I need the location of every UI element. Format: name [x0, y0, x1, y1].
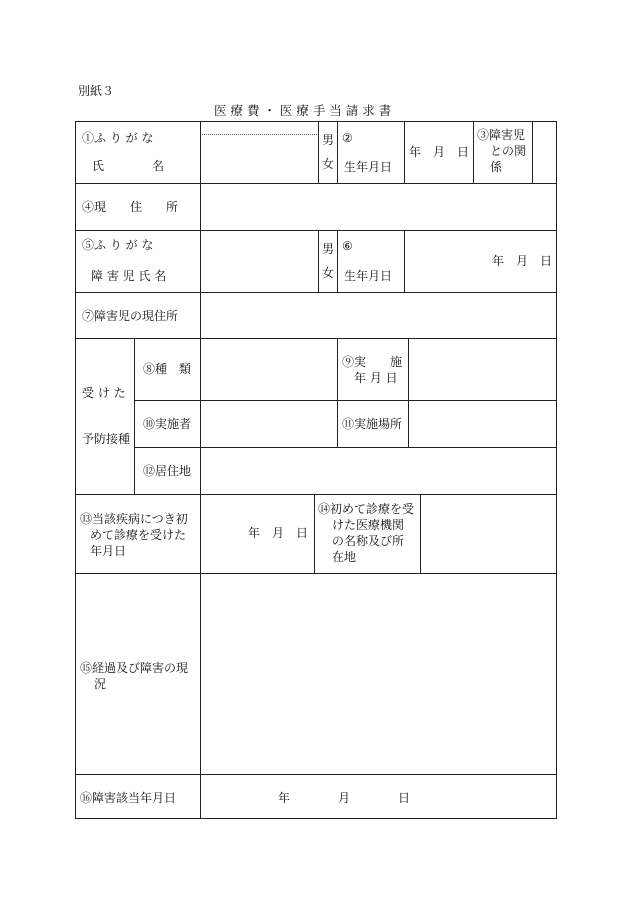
column-divider [318, 121, 319, 183]
child-dob-date-placeholder: 年 月 日 [492, 254, 553, 268]
vaccine-place-input[interactable] [409, 401, 556, 446]
column-divider [318, 230, 319, 292]
row-divider [75, 774, 556, 775]
gender-male: 男 [322, 133, 335, 147]
disability-date-label: ⑯障害該当年月日 [80, 791, 177, 805]
progress-label: 況 [94, 677, 107, 691]
vaccine-date-label: ⑨実 施 [342, 355, 403, 369]
column-divider [337, 121, 338, 183]
name-label: 氏 名 [92, 159, 165, 173]
disability-date-month: 月 [338, 791, 351, 805]
child-address-input-area[interactable] [201, 293, 556, 338]
first-visit-label: 年月日 [90, 544, 127, 558]
name-input-area[interactable] [201, 136, 317, 182]
dob-date-placeholder: 年 月 日 [409, 145, 470, 159]
institution-label: ⑭初めて診療を受 [318, 502, 415, 516]
first-visit-label: ⑬当該疾病につき初 [80, 512, 188, 526]
column-divider [314, 494, 315, 573]
progress-label: ⑮経過及び障害の現 [80, 661, 189, 675]
attachment-number: 別紙３ [78, 84, 115, 98]
furigana-dotted-line [202, 134, 317, 135]
first-visit-date-placeholder: 年 月 日 [248, 526, 309, 540]
column-divider [337, 338, 338, 447]
disability-date-day: 日 [398, 791, 411, 805]
column-divider [134, 338, 135, 494]
child-gender-male: 男 [322, 242, 335, 256]
vaccine-type-label: ⑧種 類 [143, 362, 192, 376]
child-furigana-label: ⑤ふ り が な [82, 238, 154, 252]
gender-female: 女 [322, 157, 335, 171]
dob-label: 生年月日 [344, 160, 393, 174]
institution-input-area[interactable] [421, 495, 556, 573]
column-divider [532, 121, 533, 183]
child-name-input-area[interactable] [201, 231, 317, 291]
institution-label: 在地 [332, 550, 357, 564]
institution-label: の名称及び所 [332, 534, 405, 548]
vaccine-residence-label: ⑫居住地 [143, 464, 192, 478]
child-name-label: 障 害 児 氏 名 [91, 269, 167, 283]
vaccine-performer-input[interactable] [201, 401, 336, 446]
address-label: ④現 住 所 [82, 200, 179, 214]
child-address-label: ⑦障害児の現住所 [82, 309, 179, 323]
relation-label: との関 [490, 144, 527, 158]
relation-label: 係 [490, 160, 503, 174]
vaccine-group-label: 予防接種 [82, 432, 131, 446]
dob-number: ② [342, 131, 353, 145]
vaccine-residence-input[interactable] [201, 448, 556, 493]
column-divider [473, 121, 474, 183]
column-divider [404, 121, 405, 183]
vaccine-date-input[interactable] [409, 339, 556, 399]
first-visit-label: めて診療を受けた [90, 528, 187, 542]
vaccine-date-label: 年 月 日 [354, 371, 398, 385]
vaccine-place-label: ⑪実施場所 [342, 417, 403, 431]
child-dob-number: ⑥ [342, 239, 353, 253]
column-divider [337, 230, 338, 292]
address-input-area[interactable] [201, 184, 556, 230]
disability-date-year: 年 [278, 791, 291, 805]
progress-input-area[interactable] [201, 574, 556, 774]
vaccine-group-label: 受 け た [82, 386, 126, 400]
institution-label: けた医療機関 [332, 518, 405, 532]
column-divider [404, 230, 405, 292]
form-title: 医 療 費 ・ 医 療 手 当 請 求 書 [214, 103, 392, 118]
child-dob-label: 生年月日 [344, 269, 393, 283]
furigana-label: ①ふ り が な [82, 131, 154, 145]
vaccine-type-input[interactable] [201, 339, 336, 399]
vaccine-performer-label: ⑩実施者 [143, 417, 192, 431]
child-gender-female: 女 [322, 266, 335, 280]
relation-label: ③障害児 [477, 128, 526, 142]
